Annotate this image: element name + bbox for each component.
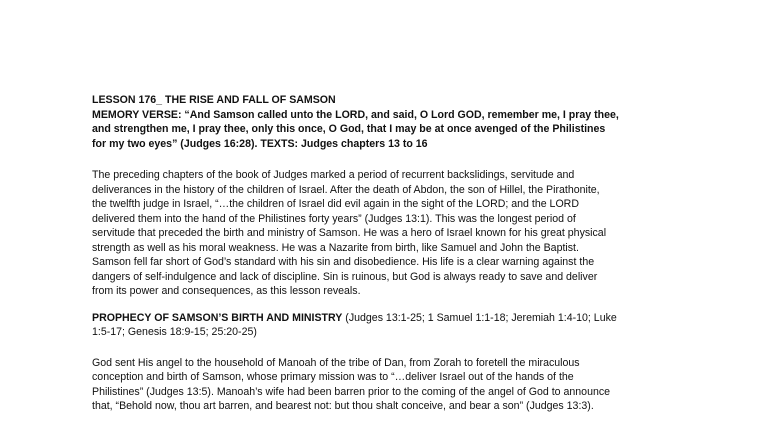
intro-line-6: strength as well as his moral weakness. He was a Nazarite from birth, like Samuel and John the Baptist. — [92, 241, 579, 254]
spacer — [92, 151, 692, 168]
intro-line-1: The preceding chapters of the book of Judges marked a period of recurrent backslidings, servitude and — [92, 169, 575, 181]
intro-line-3: the twelfth judge in Israel, “…the children of Israel did evil again in the sight of the LORD; and the LORD — [92, 198, 579, 210]
section-line-3: Philistines” (Judges 13:5). Manoah’s wife had been barren prior to the coming of the angel of God to announce — [92, 385, 611, 398]
lesson-content — [92, 93, 692, 414]
section-references-line-2: 1:5-17; Genesis 18:9-15; 25:20-25) — [92, 326, 257, 338]
section-line-2: conception and birth of Samson, whose primary mission was to “…deliver Israel out of the hands of the — [92, 371, 574, 383]
intro-line-5: servitude that preceded the birth and ministry of Samson. He was a hero of Israel known for his great physical — [92, 227, 607, 239]
memory-verse-line-2: and strengthen me, I pray thee, only this once, O God, that I may be at once avenged of the Philistines — [92, 123, 606, 135]
intro-line-9: from its power and consequences, as this lesson reveals. — [92, 285, 361, 297]
spacer — [92, 340, 692, 356]
intro-line-4: delivered them into the hand of the Philistines forty years” (Judges 13:1). This was the longest period of — [92, 212, 576, 225]
section-line-4: that, “Behold now, thou art barren, and bearest not: but thou shalt conceive, and bear a son” (Judges 13:3). — [92, 400, 594, 412]
section-references: (Judges 13:1-25; 1 Samuel 1:1-18; Jeremiah 1:4-10; Luke — [342, 311, 617, 324]
section-line-1: God sent His angel to the household of Manoah of the tribe of Dan, from Zorah to foretell the miraculous — [92, 356, 580, 369]
section-heading: PROPHECY OF SAMSON’S BIRTH AND MINISTRY — [92, 311, 343, 324]
section-heading-line — [92, 311, 692, 326]
intro-line-7: Samson fell far short of God’s standard with his sin and disobedience. His life is a clear warning against the — [92, 256, 595, 268]
memory-verse-line-3: for my two eyes” (Judges 16:28). TEXTS: Judges chapters 13 to 16 — [92, 137, 428, 150]
intro-line-2: deliverances in the history of the children of Israel. After the death of Abdon, the son of Hillel, the Pirathonite, — [92, 183, 600, 196]
intro-line-8: dangers of self-indulgence and lack of discipline. Sin is ruinous, but God is always ready to save and deliver — [92, 270, 598, 283]
lesson-title: LESSON 176_ THE RISE AND FALL OF SAMSON — [92, 94, 336, 106]
spacer — [92, 299, 692, 311]
memory-verse-line-1: MEMORY VERSE: “And Samson called unto the LORD, and said, O Lord GOD, remember me, I pray thee, — [92, 108, 619, 121]
